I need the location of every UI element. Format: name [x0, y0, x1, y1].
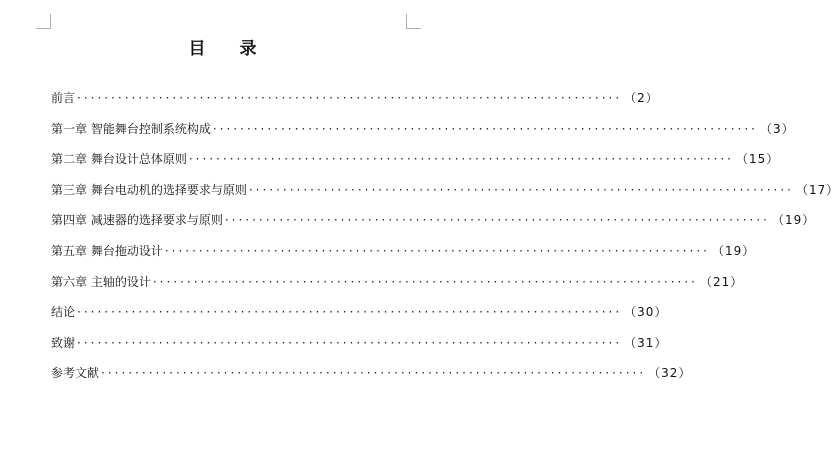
toc-entry-page: （17）: [795, 182, 839, 197]
dot-leader: ················································································: [164, 243, 710, 258]
toc-entry: [51, 272, 744, 303]
toc-entry: [51, 119, 795, 150]
toc-entry: [51, 180, 839, 211]
toc-entry: [51, 210, 816, 241]
toc-entry-label: 第三章 舞台电动机的选择要求与原则: [51, 182, 247, 197]
toc-title: 目 录: [188, 39, 271, 59]
toc-entry-page: （32）: [648, 366, 692, 381]
dot-leader: ················································································: [212, 121, 758, 136]
toc-entry-label: 结论: [51, 305, 76, 320]
toc-entry-label: 第二章 舞台设计总体原则: [51, 152, 187, 167]
toc-entry-page: （19）: [711, 243, 756, 258]
toc-entry-page: （30）: [624, 305, 668, 320]
toc-entry-page: （15）: [735, 152, 780, 167]
toc-entry: [51, 363, 692, 394]
dot-leader: ················································································: [224, 213, 770, 228]
toc-entry-page: （31）: [624, 335, 668, 350]
dot-leader: ················································································: [101, 366, 647, 381]
toc-entry: [51, 149, 780, 180]
toc-entry-page: （19）: [771, 213, 816, 228]
page-corner-mark-top-left: [36, 14, 51, 29]
toc-entry-label: 参考文献: [51, 366, 100, 381]
toc-entry: [51, 88, 659, 119]
page-corner-mark-top-right: [406, 14, 421, 29]
toc-entry-label: 第一章 智能舞台控制系统构成: [51, 121, 211, 136]
toc-entry: [51, 241, 756, 272]
toc-entry-page: （3）: [759, 121, 795, 136]
toc-entry-label: 第四章 减速器的选择要求与原则: [51, 213, 223, 228]
toc-entry-label: 致谢: [51, 335, 76, 350]
dot-leader: ················································································: [77, 91, 623, 105]
toc-entry-page: （21）: [699, 274, 744, 289]
dot-leader: ················································································: [248, 182, 794, 197]
dot-leader: ················································································: [77, 305, 623, 320]
toc-entry: [51, 302, 668, 333]
dot-leader: ················································································: [77, 335, 623, 350]
table-of-contents: [51, 88, 839, 394]
dot-leader: ················································································: [152, 274, 698, 289]
toc-entry: [51, 333, 668, 364]
toc-entry-label: 第六章 主轴的设计: [51, 274, 151, 289]
dot-leader: ················································································: [188, 152, 734, 167]
toc-entry-label: 第五章 舞台拖动设计: [51, 243, 163, 258]
toc-entry-label: 前言: [51, 91, 76, 105]
toc-entry-page: （2）: [624, 91, 659, 105]
